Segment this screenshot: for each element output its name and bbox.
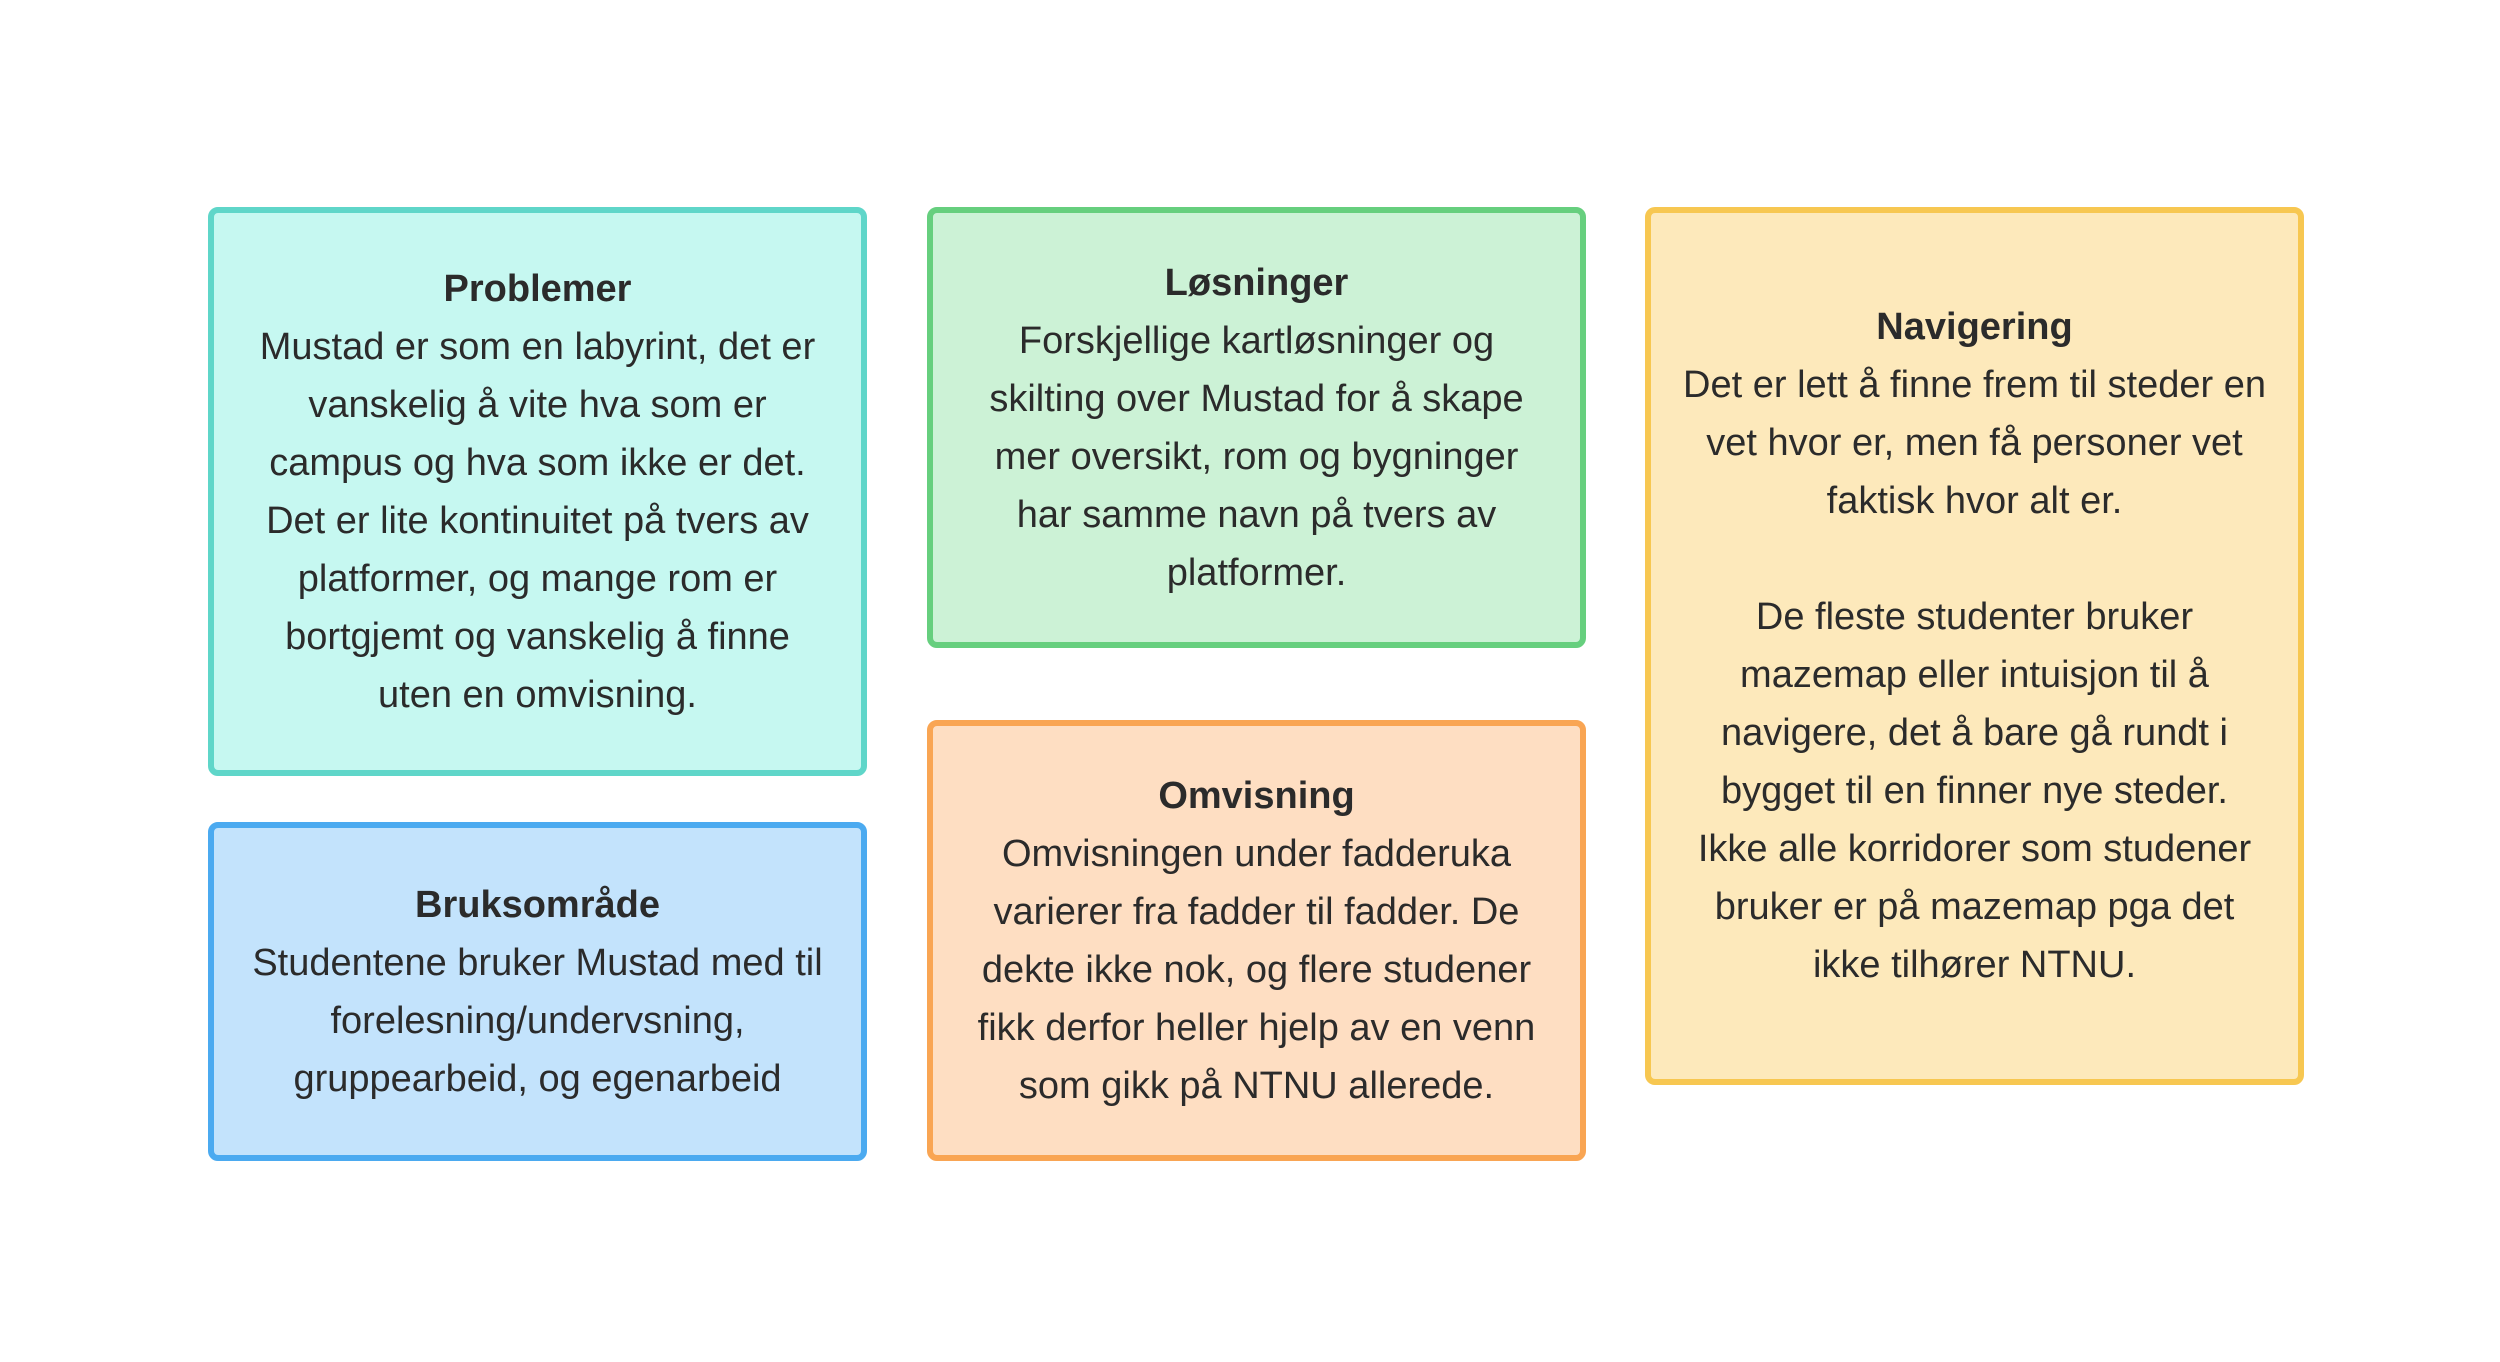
card-body-text: Mustad er som en labyrint, det er vanskelig å vite hva som er campus og hva som ikke er det. Det er lite kontinuitet på tvers av platformer, og mange rom er bortgjemt og vanskelig å finne uten en omvisning. xyxy=(259,325,816,716)
card-title: Bruksområde xyxy=(415,883,660,926)
card-body xyxy=(244,318,831,724)
card-body-text: Forskjellige kartløsninger og skilting over Mustad for å skape mer oversikt, rom og bygninger har samme navn på tvers av platformer. xyxy=(989,319,1524,594)
card-body-text: Studentene bruker Mustad med til forelesning/undervsning, gruppearbeid, og egenarbeid xyxy=(252,941,823,1100)
card-body-paragraph-2: De fleste studenter bruker mazemap eller intuisjon til å navigere, det å bare gå rundt i bygget til en finner nye steder. Ikke alle korridorer som studener bruker er på mazemap pga det ikke tilhører NTNU. xyxy=(1697,596,2252,986)
card-title: Omvisning xyxy=(1158,774,1355,817)
card-title: Problemer xyxy=(443,267,632,310)
card-title: Løsninger xyxy=(1164,261,1349,304)
card-body xyxy=(963,825,1550,1115)
card-body-text: Omvisningen under fadderuka varierer fra fadder til fadder. De dekte ikke nok, og flere studener fikk derfor heller hjelp av en venn som gikk på NTNU allerede. xyxy=(977,832,1536,1107)
card-bruksomrade[interactable] xyxy=(208,822,867,1161)
card-body-paragraph-1: Det er lett å finne frem til steder en vet hvor er, men få personer vet faktisk hvor alt er. xyxy=(1683,364,2266,522)
card-problemer[interactable] xyxy=(208,207,867,776)
card-title: Navigering xyxy=(1876,306,2073,348)
card-omvisning[interactable] xyxy=(927,720,1586,1161)
card-body xyxy=(963,312,1550,602)
card-body xyxy=(1681,356,2268,994)
card-navigering[interactable] xyxy=(1645,207,2304,1085)
card-body xyxy=(244,934,831,1108)
card-losninger[interactable] xyxy=(927,207,1586,648)
